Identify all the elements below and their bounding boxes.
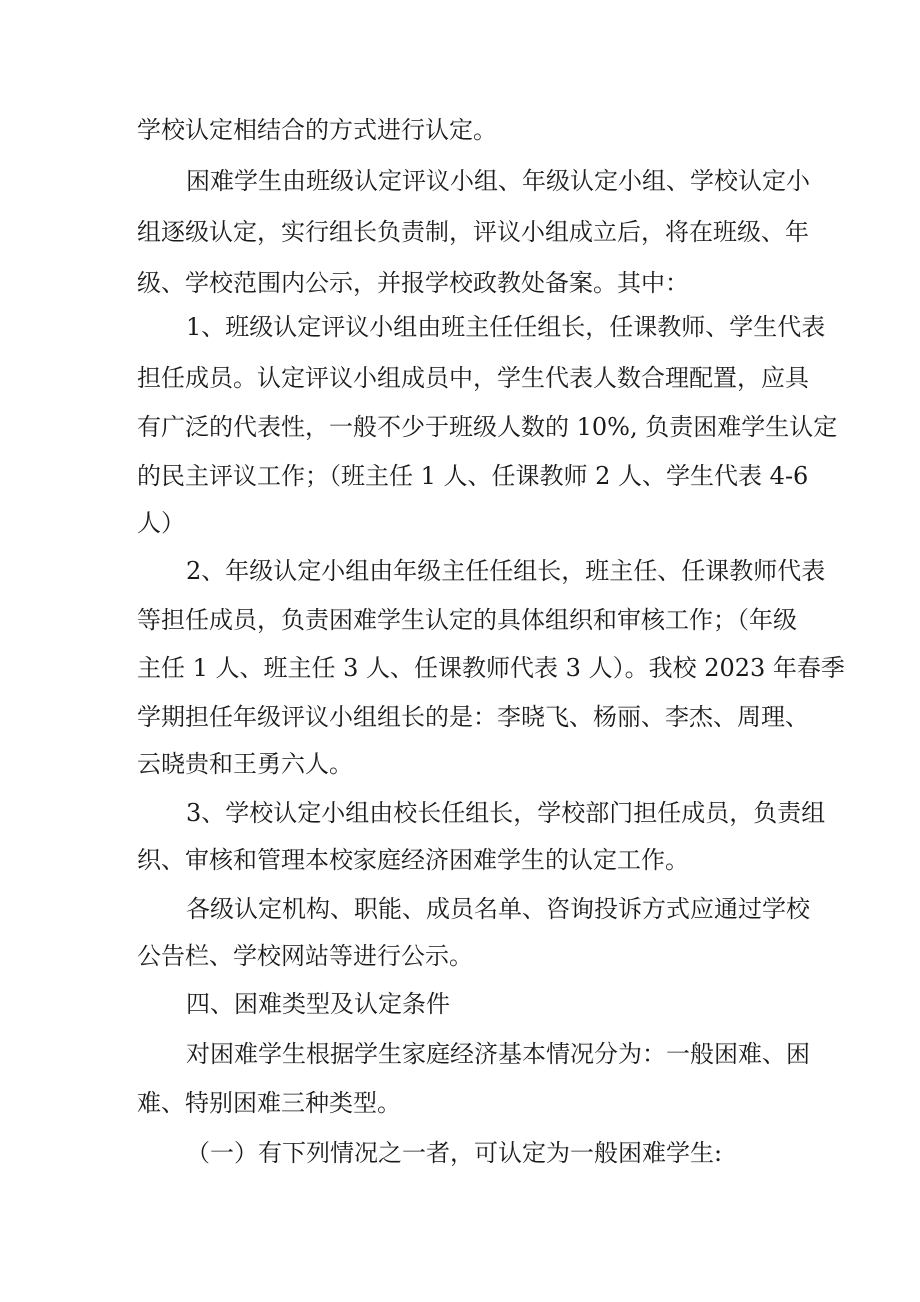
paragraph-2-line-1: 各级认定机构、职能、成员名单、咨询投诉方式应通过学校: [186, 895, 810, 923]
item-3-line-2: 织、审核和管理本校家庭经济困难学生的认定工作。: [137, 846, 689, 874]
item-1-line-3: 有广泛的代表性，一般不少于班级人数的 10%, 负责困难学生认定: [137, 413, 838, 441]
item-1-line-2: 担任成员。认定评议小组成员中，学生代表人数合理配置，应具: [137, 364, 809, 392]
paragraph-2-line-2: 公告栏、学校网站等进行公示。: [137, 942, 473, 970]
paragraph-1-line-1: 困难学生由班级认定评议小组、年级认定小组、学校认定小: [186, 167, 810, 195]
section-heading: 四、困难类型及认定条件: [186, 990, 450, 1018]
item-2-line-1: 2、年级认定小组由年级主任任组长，班主任、任课教师代表: [186, 557, 826, 585]
item-2-line-2: 等担任成员，负责困难学生认定的具体组织和审核工作；（年级: [137, 606, 797, 634]
item-1-line-5: 人）: [137, 509, 185, 537]
paragraph-3-line-1: 对困难学生根据学生家庭经济基本情况分为：一般困难、困: [186, 1040, 810, 1068]
item-3-line-1: 3、学校认定小组由校长任组长，学校部门担任成员，负责组: [186, 799, 826, 827]
paragraph-1-line-2: 组逐级认定，实行组长负责制，评议小组成立后，将在班级、年: [137, 218, 809, 246]
item-2-line-5: 云晓贵和王勇六人。: [137, 750, 353, 778]
subsection-heading: （一）有下列情况之一者，可认定为一般困难学生:: [186, 1139, 723, 1167]
paragraph-3-line-2: 难、特别困难三种类型。: [137, 1089, 401, 1117]
paragraph-1-line-3: 级、学校范围内公示，并报学校政教处备案。其中：: [137, 269, 689, 297]
item-2-line-4: 学期担任年级评议小组组长的是：李晓飞、杨丽、李杰、周理、: [137, 703, 809, 731]
text-line-1: 学校认定相结合的方式进行认定。: [137, 116, 497, 144]
item-2-line-3: 主任 1 人、班主任 3 人、任课教师代表 3 人）。我校 2023 年春季: [137, 654, 845, 682]
item-1-line-4: 的民主评议工作；（班主任 1 人、任课教师 2 人、学生代表 4-6: [137, 462, 809, 490]
item-1-line-1: 1、班级认定评议小组由班主任任组长，任课教师、学生代表: [186, 313, 826, 341]
